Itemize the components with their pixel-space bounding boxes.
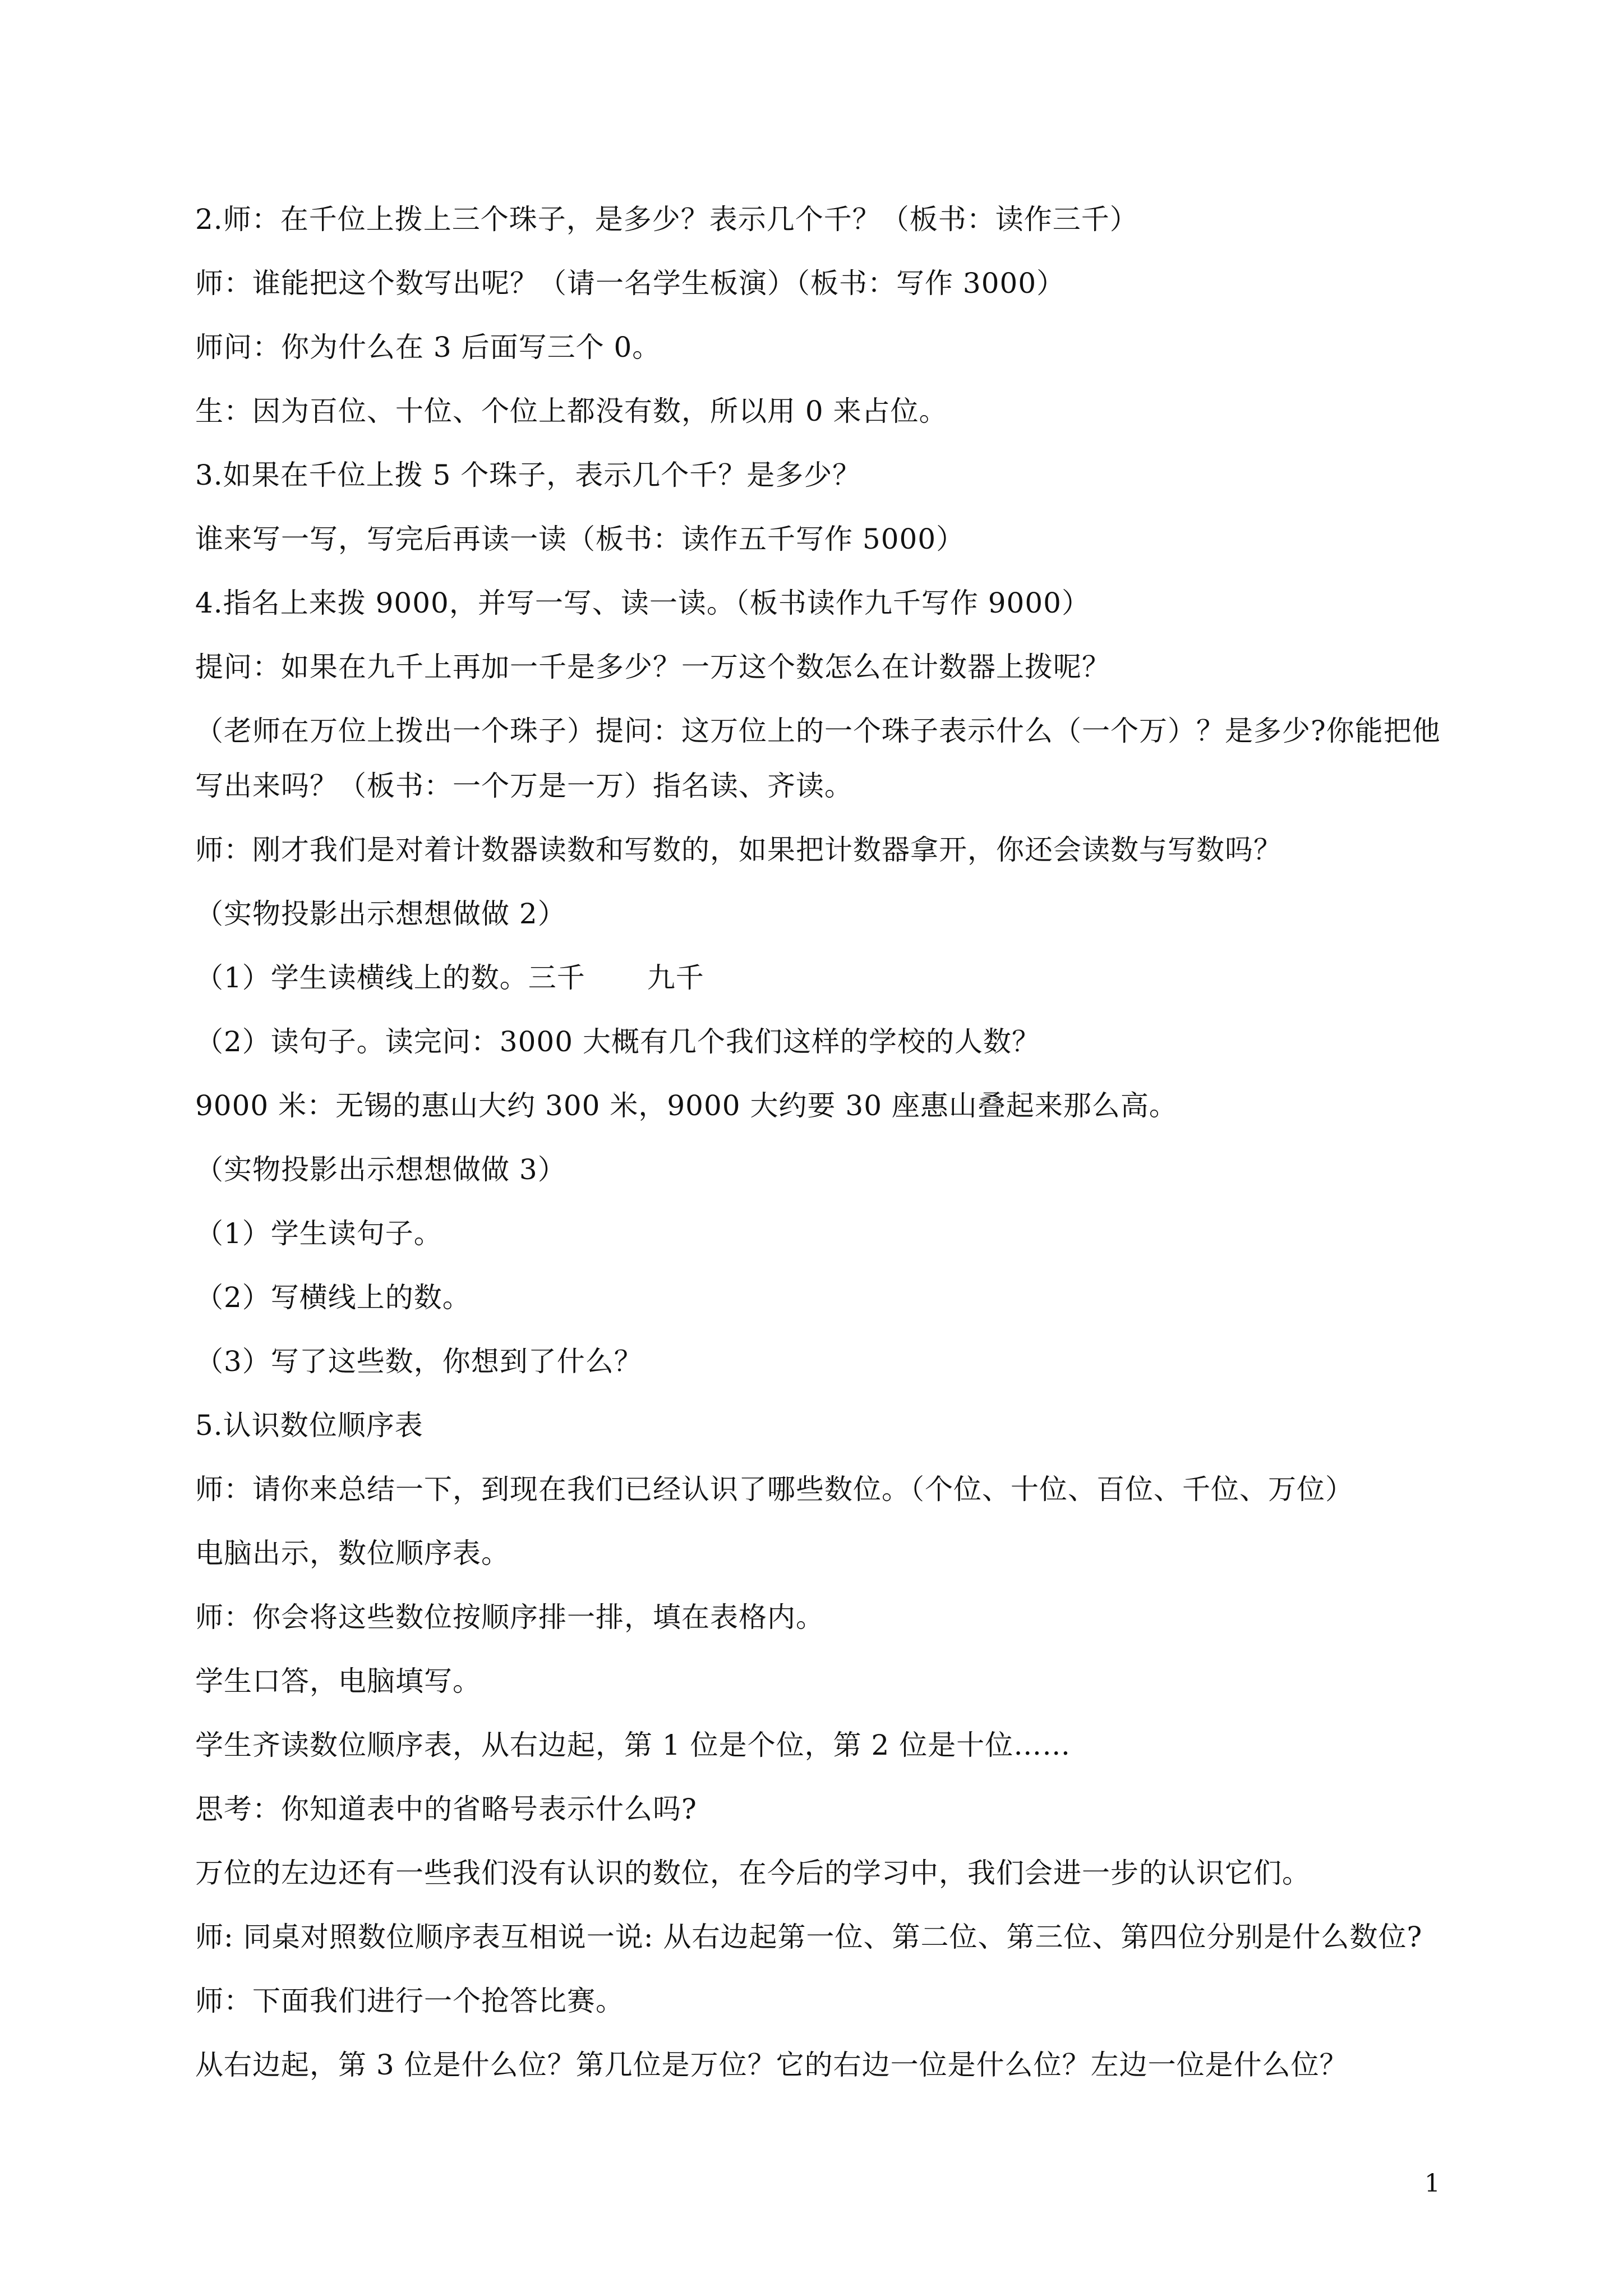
text-line: 思考：你知道表中的省略号表示什么吗? [195, 1793, 697, 1825]
exercise-prompt: （1）学生读横线上的数。三千 [195, 961, 585, 994]
text-line: （2）写横线上的数。 [195, 1281, 471, 1314]
text-line: 师：你会将这些数位按顺序排一排，填在表格内。 [195, 1601, 824, 1634]
text-line: （1）学生读句子。 [195, 1217, 442, 1250]
text-line: 师：请你来总结一下，到现在我们已经认识了哪些数位。（个位、十位、百位、千位、万位） [195, 1473, 1354, 1506]
text-line: 学生齐读数位顺序表，从右边起，第 1 位是个位，第 2 位是十位…… [195, 1729, 1071, 1761]
text-line: 师问：你为什么在 3 后面写三个 0。 [195, 331, 661, 364]
text-line: 写出来吗？（板书：一个万是一万）指名读、齐读。 [195, 770, 853, 802]
text-line: 电脑出示，数位顺序表。 [195, 1537, 510, 1570]
text-line: （3）写了这些数，你想到了什么？ [195, 1345, 643, 1378]
page-number: 1 [1424, 2169, 1440, 2198]
text-line: 从右边起，第 3 位是什么位？第几位是万位？它的右边一位是什么位？左边一位是什么位？ [195, 2049, 1348, 2081]
text-line: 师：下面我们进行一个抢答比赛。 [195, 1985, 624, 2017]
text-line: 师: 同桌对照数位顺序表互相说一说: 从右边起第一位、第二位、第三位、第四位分别是什么数位? [195, 1921, 1423, 1953]
text-line: 4.指名上来拨 9000，并写一写、读一读。（板书读作九千写作 9000） [195, 587, 1090, 619]
text-line [195, 961, 1451, 994]
text-line: 提问：如果在九千上再加一千是多少？一万这个数怎么在计数器上拨呢？ [195, 651, 1110, 683]
text-line: 谁来写一写，写完后再读一读（板书：读作五千写作 5000） [195, 523, 965, 555]
text-line: 师：刚才我们是对着计数器读数和写数的，如果把计数器拿开，你还会读数与写数吗？ [195, 834, 1282, 866]
document-body [195, 203, 1451, 2113]
text-line: 2.师：在千位上拨上三个珠子，是多少？表示几个千？（板书：读作三千） [195, 203, 1138, 236]
text-line: （老师在万位上拨出一个珠子）提问：这万位上的一个珠子表示什么（一个万）？是多少?你能把他 [195, 715, 1441, 747]
text-line: 9000 米：无锡的惠山大约 300 米，9000 大约要 30 座惠山叠起来那么高。 [195, 1089, 1178, 1122]
text-line: 师：谁能把这个数写出呢？（请一名学生板演）（板书：写作 3000） [195, 267, 1066, 300]
text-line: （2）读句子。读完问：3000 大概有几个我们这样的学校的人数？ [195, 1025, 1040, 1058]
text-line: 生：因为百位、十位、个位上都没有数，所以用 0 来占位。 [195, 395, 948, 427]
section-heading: 5.认识数位顺序表 [195, 1409, 423, 1442]
text-line: 学生口答，电脑填写。 [195, 1665, 481, 1697]
text-line: 万位的左边还有一些我们没有认识的数位，在今后的学习中，我们会进一步的认识它们。 [195, 1857, 1311, 1889]
exercise-number: 九千 [647, 961, 704, 994]
text-line: （实物投影出示想想做做 2） [195, 898, 566, 930]
text-line: 3.如果在千位上拨 5 个珠子，表示几个千？是多少？ [195, 459, 861, 491]
text-line: （实物投影出示想想做做 3） [195, 1153, 566, 1186]
